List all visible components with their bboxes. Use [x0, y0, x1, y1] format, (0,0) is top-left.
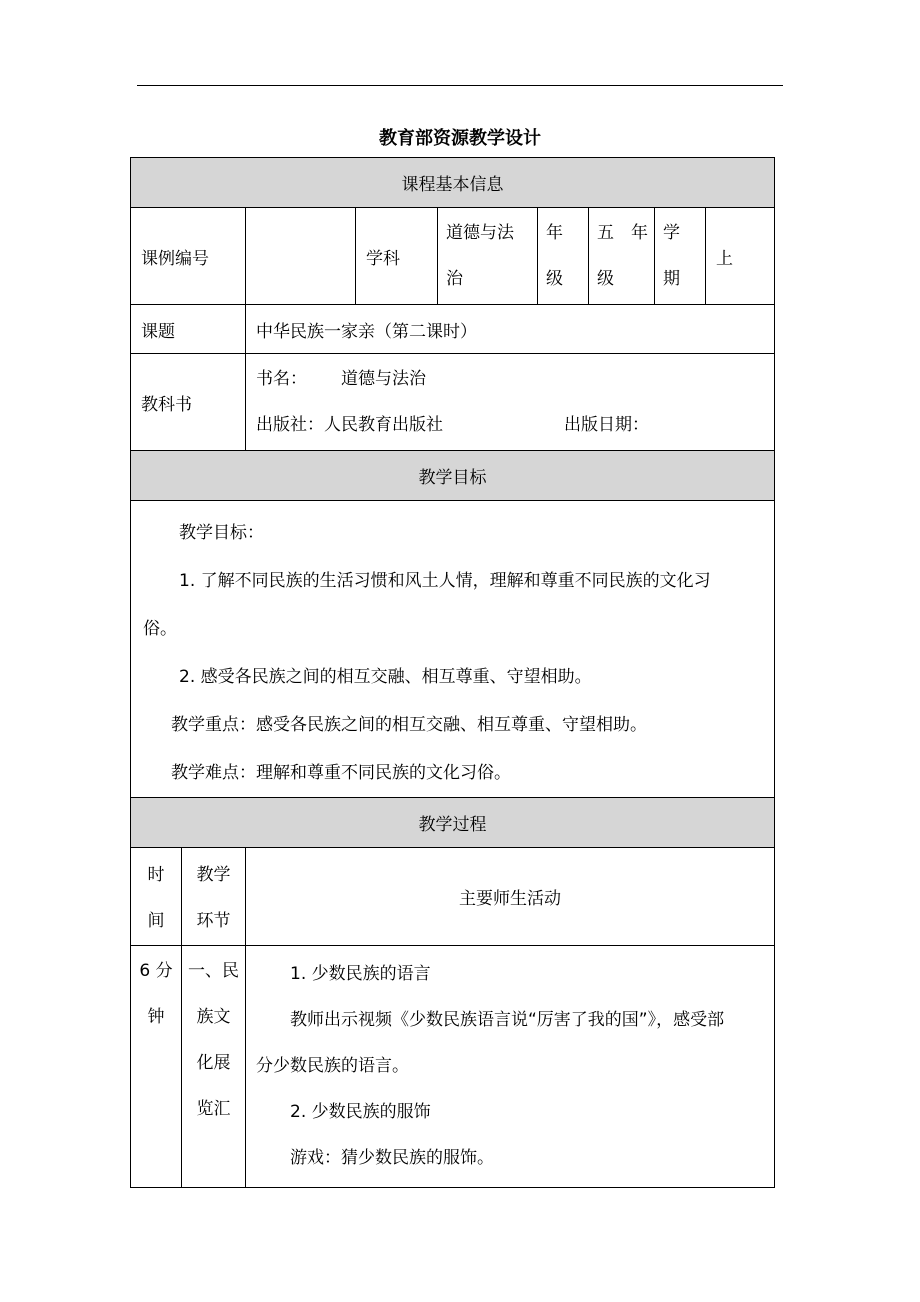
- grade-value-line1: 五 年: [597, 223, 648, 243]
- activity-line3: 分少数民族的语言。: [256, 1056, 409, 1076]
- stage-line4: 览汇: [196, 1099, 231, 1119]
- topic-label: 课题: [131, 305, 246, 354]
- textbook-label: 教科书: [131, 354, 246, 451]
- col-activity-header: 主要师生活动: [246, 848, 775, 946]
- objectives-content: [131, 501, 775, 798]
- difficulty: 教学难点：理解和尊重不同民族的文化习俗。: [171, 763, 511, 783]
- basic-info-header: 课程基本信息: [131, 158, 775, 208]
- col-stage-header: [182, 848, 246, 946]
- col-stage-line1: 教学: [196, 864, 231, 885]
- objective-item-1: 1. 了解不同民族的生活习惯和风土人情，理解和尊重不同民族的文化习: [179, 571, 711, 591]
- process-row-time: [131, 946, 182, 1188]
- subject-value-line2: 治: [446, 269, 463, 289]
- col-stage-line2: 环节: [196, 910, 231, 931]
- stage-line1: 一、民: [188, 961, 239, 981]
- objectives-intro: 教学目标：: [179, 523, 264, 543]
- activity-line2: 教师出示视频《少数民族语言说“厉害了我的国”》，感受部: [290, 1010, 725, 1030]
- textbook-info: [246, 354, 775, 451]
- subject-value: [438, 208, 538, 305]
- process-row-activity: [246, 946, 775, 1188]
- time-line2: 钟: [147, 1007, 165, 1027]
- term-label: [655, 208, 706, 305]
- book-name-label: 书名：: [256, 369, 307, 389]
- stage-line3: 化展: [196, 1053, 231, 1073]
- activity-line4: 2. 少数民族的服饰: [290, 1102, 431, 1122]
- book-name-row: [256, 356, 774, 402]
- objective-item-1-cont: 俗。: [143, 619, 177, 639]
- course-id-label: 课例编号: [131, 208, 246, 305]
- publisher-row: [256, 402, 774, 448]
- objective-item-2: 2. 感受各民族之间的相互交融、相互尊重、守望相助。: [179, 667, 592, 687]
- document-title: 教育部资源教学设计: [379, 128, 541, 149]
- term-label-line2: 期: [663, 269, 680, 289]
- col-time-line2: 间: [147, 910, 165, 931]
- course-id-value: [246, 208, 356, 305]
- activity-line1: 1. 少数民族的语言: [290, 964, 431, 984]
- process-row-stage: [182, 946, 246, 1188]
- key-point: 教学重点：感受各民族之间的相互交融、相互尊重、守望相助。: [171, 715, 647, 735]
- subject-label: 学科: [356, 208, 438, 305]
- header-rule: [137, 85, 783, 86]
- grade-value-line2: 级: [597, 269, 614, 289]
- term-label-line1: 学: [663, 223, 680, 243]
- publisher-label: 出版社：: [256, 415, 324, 435]
- pub-date-label: 出版日期：: [564, 415, 649, 435]
- col-time-line1: 时: [147, 864, 165, 885]
- grade-label-line2: 级: [546, 269, 563, 289]
- time-line1: 6 分: [139, 961, 173, 981]
- grade-value: [589, 208, 655, 305]
- publisher-value: 人民教育出版社: [324, 415, 443, 435]
- grade-label-line1: 年: [546, 223, 563, 243]
- process-header: 教学过程: [131, 798, 775, 848]
- topic-value: 中华民族一家亲（第二课时）: [246, 305, 775, 354]
- activity-line5: 游戏：猜少数民族的服饰。: [290, 1148, 494, 1168]
- subject-value-line1: 道德与法: [446, 223, 514, 243]
- book-name-value: 道德与法治: [341, 369, 426, 389]
- objectives-header: 教学目标: [131, 451, 775, 501]
- lesson-plan-table: [130, 157, 775, 1188]
- stage-line2: 族文: [196, 1007, 231, 1027]
- col-time-header: [131, 848, 182, 946]
- term-value: 上: [706, 208, 775, 305]
- grade-label: [538, 208, 589, 305]
